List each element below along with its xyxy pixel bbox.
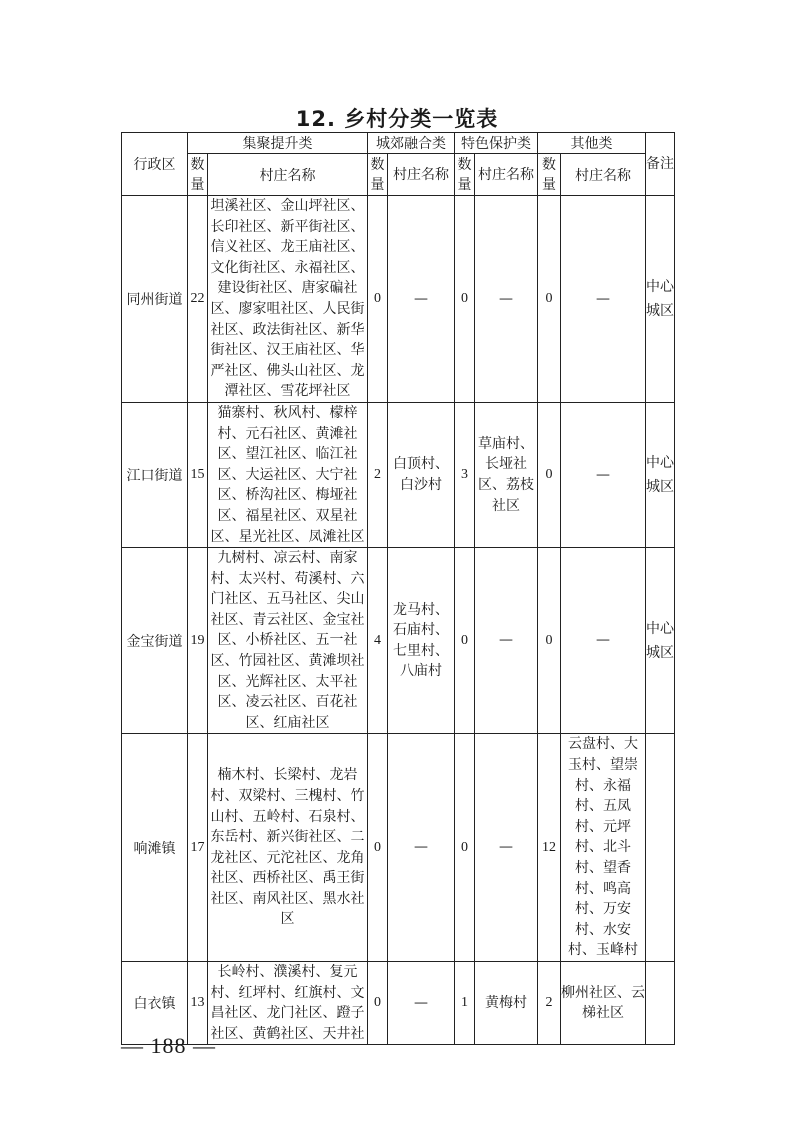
- village-names-cell: 龙马村、石庙村、七里村、八庙村: [388, 548, 455, 734]
- count-cell: 2: [538, 961, 561, 1044]
- village-classification-table: [121, 132, 675, 1045]
- header-group-other: 其他类: [538, 133, 646, 154]
- district-cell: 白衣镇: [122, 961, 188, 1044]
- count-cell: 0: [538, 196, 561, 403]
- count-cell: 13: [188, 961, 208, 1044]
- header-count-4: 数量: [538, 154, 561, 196]
- count-cell: 19: [188, 548, 208, 734]
- village-names-cell: —: [561, 402, 646, 547]
- district-cell: 江口街道: [122, 402, 188, 547]
- village-names-cell: 白顶村、白沙村: [388, 402, 455, 547]
- header-row-sub: [122, 154, 675, 196]
- district-cell: 金宝街道: [122, 548, 188, 734]
- count-cell: 4: [368, 548, 388, 734]
- village-names-cell: 黄梅村: [475, 961, 538, 1044]
- count-cell: 12: [538, 734, 561, 962]
- count-cell: 0: [368, 196, 388, 403]
- count-cell: 2: [368, 402, 388, 547]
- village-names-cell: —: [388, 734, 455, 962]
- village-names-cell: 猫寨村、秋风村、檬梓村、元石社区、黄滩社区、望江社区、临江社区、大运社区、大宁社区、桥沟社区、梅垭社区、福星社区、双星社区、星光社区、凤滩社区: [208, 402, 368, 547]
- header-group-suburban: 城郊融合类: [368, 133, 455, 154]
- village-names-cell: —: [475, 734, 538, 962]
- district-cell: 同州街道: [122, 196, 188, 403]
- village-names-cell: 九树村、凉云村、南家村、太兴村、苟溪村、六门社区、五马社区、尖山社区、青云社区、金宝社区、小桥社区、五一社区、竹园社区、黄滩坝社区、光辉社区、太平社区、凌云社区、百花社区、红庙社区: [208, 548, 368, 734]
- remark-cell: 中心城区: [646, 402, 675, 547]
- count-cell: 3: [455, 402, 475, 547]
- table-row: [122, 196, 675, 403]
- header-group-cluster: 集聚提升类: [188, 133, 368, 154]
- header-name-3: 村庄名称: [475, 154, 538, 196]
- page-title: 12. 乡村分类一览表: [295, 107, 499, 131]
- header-name-2: 村庄名称: [388, 154, 455, 196]
- count-cell: 0: [538, 402, 561, 547]
- count-cell: 17: [188, 734, 208, 962]
- header-count-3: 数量: [455, 154, 475, 196]
- count-cell: 15: [188, 402, 208, 547]
- header-count-2: 数量: [368, 154, 388, 196]
- village-names-cell: 楠木村、长梁村、龙岩村、双梁村、三槐村、竹山村、五岭村、石泉村、东岳村、新兴街社区、二龙社区、元沱社区、龙角社区、西桥社区、禹王街社区、南风社区、黑水社区: [208, 734, 368, 962]
- village-names-cell: —: [475, 548, 538, 734]
- remark-cell: [646, 734, 675, 962]
- district-cell: 响滩镇: [122, 734, 188, 962]
- page-number: — 188 —: [121, 1033, 216, 1058]
- village-names-cell: —: [388, 196, 455, 403]
- village-names-cell: —: [561, 196, 646, 403]
- header-name-4: 村庄名称: [561, 154, 646, 196]
- count-cell: 0: [368, 961, 388, 1044]
- table-row: [122, 734, 675, 962]
- count-cell: 0: [538, 548, 561, 734]
- header-district: 行政区: [122, 133, 188, 196]
- header-remark: 备注: [646, 133, 675, 196]
- header-row-groups: [122, 133, 675, 154]
- count-cell: 1: [455, 961, 475, 1044]
- header-group-protection: 特色保护类: [455, 133, 538, 154]
- header-count-1: 数量: [188, 154, 208, 196]
- village-names-cell: —: [475, 196, 538, 403]
- village-names-cell: —: [561, 548, 646, 734]
- table-row: [122, 402, 675, 547]
- village-names-cell: —: [388, 961, 455, 1044]
- village-names-cell: 云盘村、大玉村、望崇村、永福村、五凤村、元坪村、北斗村、望香村、鸣高村、万安村、水安村、玉峰村: [561, 734, 646, 962]
- table-row: [122, 548, 675, 734]
- count-cell: 0: [455, 196, 475, 403]
- remark-cell: [646, 961, 675, 1044]
- village-names-cell: 长岭村、濮溪村、复元村、红坪村、红旗村、文昌社区、龙门社区、蹬子社区、黄鹤社区、天井社: [208, 961, 368, 1044]
- village-names-cell: 草庙村、长垭社区、荔枝社区: [475, 402, 538, 547]
- count-cell: 0: [455, 734, 475, 962]
- village-names-cell: 坦溪社区、金山坪社区、长印社区、新平街社区、信义社区、龙王庙社区、文化街社区、永福社区、建设街社区、唐家碥社区、廖家咀社区、人民街社区、政法街社区、新华街社区、汉王庙社区、华严社区、佛头山社区、龙潭社区、雪花坪社区: [208, 196, 368, 403]
- remark-cell: 中心城区: [646, 196, 675, 403]
- count-cell: 0: [368, 734, 388, 962]
- count-cell: 0: [455, 548, 475, 734]
- village-names-cell: 柳州社区、云梯社区: [561, 961, 646, 1044]
- header-name-1: 村庄名称: [208, 154, 368, 196]
- remark-cell: 中心城区: [646, 548, 675, 734]
- count-cell: 22: [188, 196, 208, 403]
